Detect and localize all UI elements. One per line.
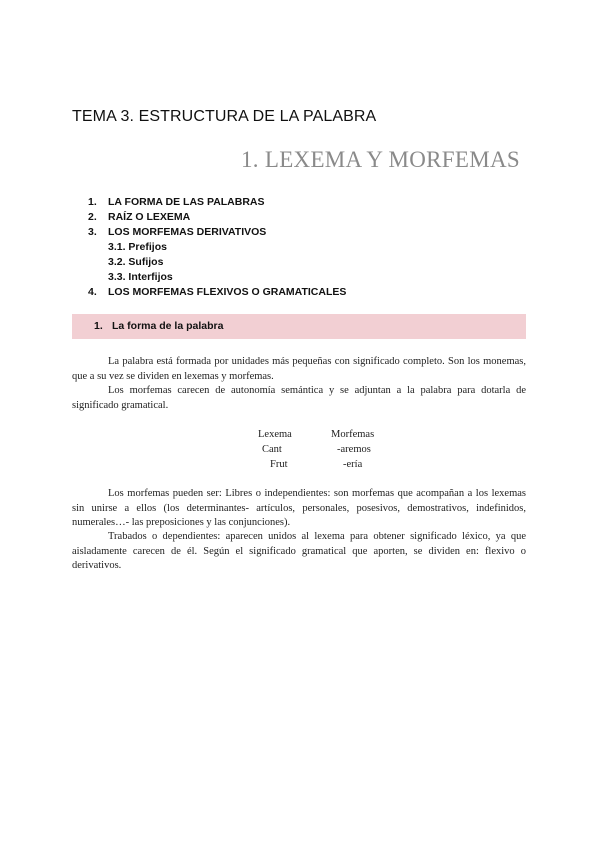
paragraph-trabados: Trabados o dependientes: aparecen unidos al lexema para obtener significado léxico, ya que aisladamente carecen de él. Según el significado gramatical que aporten, se dividen en: flexivo o derivativos. bbox=[72, 531, 526, 571]
section-title: 1. LEXEMA Y MORFEMAS bbox=[240, 147, 520, 172]
table-cell-morfema: -ería bbox=[343, 459, 363, 470]
toc-subitem-prefijos: 3.1. Prefijos bbox=[108, 241, 167, 253]
paragraph-monemas: La palabra está formada por unidades más pequeñas con significado completo. Son los monemas, que a su vez se dividen en lexemas y morfemas. bbox=[72, 356, 526, 382]
paragraph-libres: Los morfemas pueden ser: Libres o independientes: son morfemas que acompañan a los lexemas sin unirse a ellos (los determinantes- artículos, personales, posesivos, demostrativos, indefinidos, numerales…- las preposiciones y las conjunciones). bbox=[72, 488, 526, 528]
table-cell-morfema: -aremos bbox=[337, 444, 371, 455]
table-cell-lexema: Frut bbox=[270, 459, 288, 470]
paragraph-morfemas: Los morfemas carecen de autonomía semántica y se adjuntan a la palabra para dotarla de significado gramatical. bbox=[72, 385, 526, 411]
table-of-contents bbox=[88, 195, 346, 300]
toc-subitem-sufijos: 3.2. Sufijos bbox=[108, 256, 164, 268]
toc-item-3: 3. LOS MORFEMAS DERIVATIVOS bbox=[88, 226, 267, 238]
toc-subitem-interfijos: 3.3. Interfijos bbox=[108, 271, 173, 283]
tema-heading: TEMA 3. ESTRUCTURA DE LA PALABRA bbox=[72, 108, 377, 125]
table-cell-lexema: Cant bbox=[262, 444, 282, 455]
subsection-banner bbox=[72, 314, 526, 339]
toc-item-2: 2. RAÍZ O LEXEMA bbox=[88, 211, 191, 223]
table-header-lexema: Lexema bbox=[258, 429, 292, 440]
toc-item-1: 1. LA FORMA DE LAS PALABRAS bbox=[88, 196, 265, 208]
table-header-morfemas: Morfemas bbox=[331, 429, 375, 440]
banner-number: 1. bbox=[94, 320, 103, 332]
banner-label: La forma de la palabra bbox=[112, 320, 224, 332]
toc-item-4: 4. LOS MORFEMAS FLEXIVOS O GRAMATICALES bbox=[88, 286, 347, 298]
